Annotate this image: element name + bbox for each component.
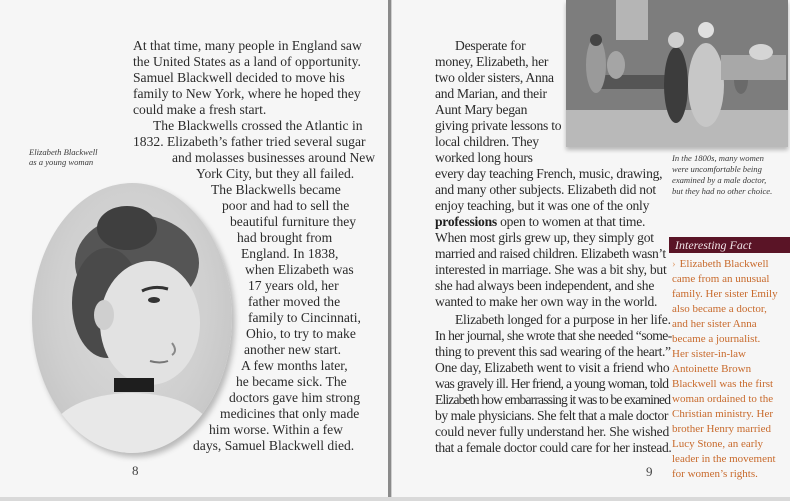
body-line: beautiful furniture they xyxy=(230,214,357,229)
body-line: Elizabeth longed for a purpose in her life. xyxy=(455,312,671,327)
body-line: could make a fresh start. xyxy=(133,102,267,117)
body-line: One day, Elizabeth went to visit a friend who xyxy=(435,360,670,375)
body-line: Desperate for xyxy=(455,38,526,53)
body-line: England. In 1838, xyxy=(241,246,339,261)
body-line: and Marian, and their xyxy=(435,86,547,101)
body-line: worked long hours xyxy=(435,150,533,165)
body-line: married and raised children. Elizabeth wasn’t xyxy=(435,246,666,261)
engraving-illustration xyxy=(566,0,788,147)
body-line: days, Samuel Blackwell died. xyxy=(193,438,355,453)
body-line: could never fully understand her. She wished xyxy=(435,424,670,439)
fact-line: Her sister-in-law xyxy=(672,348,747,360)
body-line: medicines that only made xyxy=(220,406,360,421)
body-line: York City, but they all failed. xyxy=(196,166,355,181)
fact-line: and her sister Anna xyxy=(672,318,757,330)
book-gutter xyxy=(388,0,391,498)
engraving-caption-line-1: In the 1800s, many women xyxy=(672,153,764,163)
body-line: had brought from xyxy=(237,230,333,245)
fact-line: leader in the movement xyxy=(672,453,776,465)
fact-line: family. Her sister Emily xyxy=(672,288,778,300)
body-line: 1832. Elizabeth’s father tried several sugar xyxy=(133,134,366,149)
body-line: At that time, many people in England saw xyxy=(133,38,362,53)
fact-line: Christian ministry. Her xyxy=(672,408,774,420)
body-line: interested in marriage. She was a bit shy, but xyxy=(435,262,667,277)
page-number-left: 8 xyxy=(132,463,139,478)
bullet-arrow-icon: › xyxy=(672,258,676,270)
body-line: and many other subjects. Elizabeth did not xyxy=(435,182,656,197)
body-line: when Elizabeth was xyxy=(245,262,354,277)
body-line: In her journal, she wrote that she needed “some- xyxy=(435,328,672,343)
body-line: Elizabeth how embarrassing it was to be examined xyxy=(435,392,671,407)
portrait-illustration xyxy=(32,183,232,453)
fact-line: woman ordained to the xyxy=(672,393,774,405)
body-line: family to Cincinnati, xyxy=(248,310,361,325)
body-line-text: open to women at that time. xyxy=(500,214,646,229)
body-line: he became sick. The xyxy=(236,374,347,389)
body-line: doctors gave him strong xyxy=(229,390,361,405)
body-line: Ohio, to try to make xyxy=(246,326,356,341)
body-line: family to New York, where he hoped they xyxy=(133,86,361,101)
fact-line: Blackwell was the first xyxy=(672,378,774,390)
body-line: him worse. Within a few xyxy=(209,422,343,437)
page-bottom-edge xyxy=(0,497,790,501)
body-line: thing to prevent this sad wearing of the heart.” xyxy=(435,344,671,359)
body-line: poor and had to sell the xyxy=(222,198,350,213)
body-line: by male physicians. She felt that a male doctor xyxy=(435,408,668,423)
engraving-caption-line-3: examined by a male doctor, xyxy=(672,175,767,185)
body-line: and molasses businesses around New xyxy=(172,150,376,165)
portrait-caption-line-1: Elizabeth Blackwell xyxy=(29,147,98,157)
body-line: wanted to make her own way in the world. xyxy=(435,294,658,309)
page-number-right: 9 xyxy=(646,464,653,479)
body-line: Samuel Blackwell decided to move his xyxy=(133,70,345,85)
body-line: When most girls grew up, they simply got xyxy=(435,230,654,245)
body-line: Aunt Mary began xyxy=(435,102,528,117)
body-line: another new start. xyxy=(244,342,342,357)
glossary-term-professions: professions xyxy=(435,214,497,229)
fact-line: also became a doctor, xyxy=(672,303,767,315)
body-line-with-term xyxy=(435,214,645,230)
engraving-caption-line-2: were uncomfortable being xyxy=(672,164,762,174)
body-line: money, Elizabeth, her xyxy=(435,54,549,69)
body-line: A few months later, xyxy=(241,358,348,373)
body-line: was gravely ill. Her friend, a young woman, told xyxy=(435,376,669,391)
fact-line: Lucy Stone, an early xyxy=(672,438,764,450)
body-line: The Blackwells crossed the Atlantic in xyxy=(153,118,363,133)
body-line: local children. They xyxy=(435,134,539,149)
body-line: giving private lessons to xyxy=(435,118,562,133)
body-line: The Blackwells became xyxy=(211,182,341,197)
engraving-caption-line-4: but they had no other choice. xyxy=(672,186,773,196)
body-line: enjoy teaching, but it was one of the only xyxy=(435,198,650,213)
fact-line: came from an unusual xyxy=(672,273,770,285)
body-line: the United States as a land of opportunity. xyxy=(133,54,361,69)
body-line: she had always been independent, and she xyxy=(435,278,655,293)
fact-line: became a journalist. xyxy=(672,333,761,345)
fact-text: Elizabeth Blackwell xyxy=(679,258,769,270)
engraving-doctor-visit xyxy=(566,0,788,147)
body-line: two older sisters, Anna xyxy=(435,70,554,85)
body-line: 17 years old, her xyxy=(248,278,339,293)
body-line: father moved the xyxy=(248,294,341,309)
portrait-caption-line-2: as a young woman xyxy=(29,157,94,167)
fact-line xyxy=(672,257,769,271)
fact-line: brother Henry married xyxy=(672,423,771,435)
fact-line: Antoinette Brown xyxy=(672,363,752,375)
body-line: that a female doctor could care for her instead. xyxy=(435,440,672,455)
interesting-fact-header xyxy=(669,237,790,253)
interesting-fact-title: Interesting Fact xyxy=(675,238,752,252)
fact-line: for women’s rights. xyxy=(672,468,758,480)
body-line: every day teaching French, music, drawing, xyxy=(435,166,663,181)
portrait-photo-elizabeth-blackwell xyxy=(32,183,232,453)
